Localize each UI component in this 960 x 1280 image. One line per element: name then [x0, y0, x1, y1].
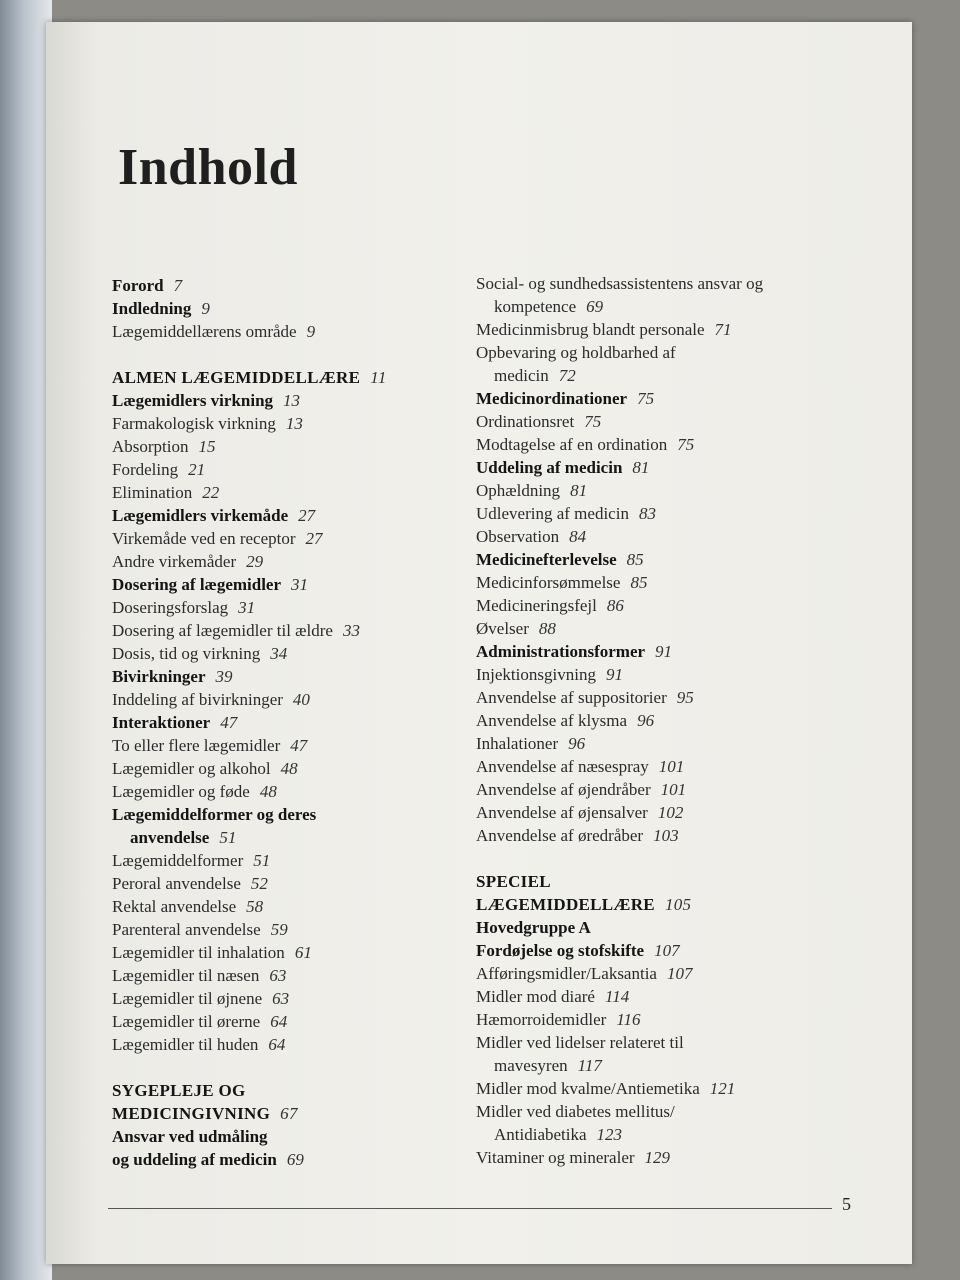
- toc-entry: [112, 665, 482, 688]
- toc-entry-title: Anvendelse af næsespray: [476, 757, 649, 776]
- toc-entry: [112, 389, 482, 412]
- toc-entry: [112, 1079, 482, 1102]
- toc-entry: [112, 458, 482, 481]
- toc-entry-page: 58: [246, 897, 264, 916]
- toc-entry: [476, 801, 876, 824]
- toc-entry-title: Forord: [112, 276, 164, 295]
- toc-entry: [476, 709, 876, 732]
- toc-entry-title: Midler ved diabetes mellitus/: [476, 1102, 675, 1121]
- toc-entry-title: anvendelse: [130, 828, 210, 847]
- toc-entry: [112, 504, 482, 527]
- toc-entry-title: Hovedgruppe A: [476, 918, 591, 937]
- toc-entry-page: 63: [269, 966, 287, 985]
- toc-entry-page: 15: [198, 437, 216, 456]
- toc-entry: [476, 341, 876, 364]
- book-spine: [0, 0, 52, 1280]
- toc-entry: [112, 573, 482, 596]
- toc-entry: [112, 527, 482, 550]
- toc-entry-title: Vitaminer og mineraler: [476, 1148, 635, 1167]
- toc-entry: [476, 1054, 876, 1077]
- toc-entry: [112, 412, 482, 435]
- toc-entry-title: Fordeling: [112, 460, 179, 479]
- toc-entry: [476, 318, 876, 341]
- toc-entry-title: Medicinordinationer: [476, 389, 628, 408]
- toc-entry: [112, 1148, 482, 1171]
- toc-entry-title: Anvendelse af suppositorier: [476, 688, 667, 707]
- toc-entry: [476, 893, 876, 916]
- toc-entry: [476, 387, 876, 410]
- toc-entry-page: 67: [280, 1104, 298, 1123]
- toc-entry-page: 47: [290, 736, 308, 755]
- toc-entry-title: Midler mod kvalme/Antiemetika: [476, 1079, 700, 1098]
- toc-entry-page: 29: [246, 552, 264, 571]
- toc-entry-title: Medicinmisbrug blandt personale: [476, 320, 705, 339]
- toc-entry: [476, 410, 876, 433]
- toc-entry-page: 96: [637, 711, 655, 730]
- toc-entry: [112, 734, 482, 757]
- toc-entry: [112, 964, 482, 987]
- toc-entry-page: 39: [215, 667, 233, 686]
- toc-entry-title: Øvelser: [476, 619, 529, 638]
- toc-entry: [476, 502, 876, 525]
- toc-entry: [112, 274, 482, 297]
- toc-entry: [112, 1010, 482, 1033]
- toc-entry-title: Medicinefterlevelse: [476, 550, 617, 569]
- toc-entry: [476, 525, 876, 548]
- toc-entry: [476, 548, 876, 571]
- toc-entry: [112, 803, 482, 826]
- toc-entry: [112, 757, 482, 780]
- toc-entry-title: Ordinationsret: [476, 412, 575, 431]
- toc-entry-page: 7: [173, 276, 183, 295]
- toc-entry: [476, 1146, 876, 1169]
- toc-entry: [476, 479, 876, 502]
- toc-entry: [112, 941, 482, 964]
- toc-entry: [112, 826, 482, 849]
- toc-entry-title: Lægemidler til øjnene: [112, 989, 263, 1008]
- toc-entry-page: 9: [306, 322, 316, 341]
- toc-entry-title: Inddeling af bivirkninger: [112, 690, 283, 709]
- toc-entry-title: Dosering af lægemidler: [112, 575, 282, 594]
- toc-entry: [476, 1077, 876, 1100]
- toc-entry: [112, 849, 482, 872]
- toc-entry-title: Dosis, tid og virkning: [112, 644, 261, 663]
- toc-entry-page: 71: [714, 320, 732, 339]
- toc-entry: [476, 617, 876, 640]
- toc-entry-page: 121: [709, 1079, 736, 1098]
- toc-entry-page: 114: [604, 987, 630, 1006]
- toc-entry-page: 27: [298, 506, 316, 525]
- toc-entry-title: Lægemidler til næsen: [112, 966, 260, 985]
- toc-entry-title: MEDICINGIVNING: [112, 1104, 271, 1123]
- toc-entry-title: Lægemidlers virkning: [112, 391, 274, 410]
- toc-entry: [112, 619, 482, 642]
- toc-entry-page: 31: [291, 575, 309, 594]
- toc-left-column: [112, 274, 482, 1171]
- toc-entry-title: Observation: [476, 527, 560, 546]
- toc-entry-title: Lægemiddelformer: [112, 851, 244, 870]
- toc-entry-title: Modtagelse af en ordination: [476, 435, 668, 454]
- toc-entry-title: Ansvar ved udmåling: [112, 1127, 268, 1146]
- toc-entry: [112, 688, 482, 711]
- toc-entry-page: 85: [630, 573, 648, 592]
- toc-entry: [476, 272, 876, 295]
- toc-entry-title: LÆGEMIDDELLÆRE: [476, 895, 655, 914]
- toc-entry-title: Dosering af lægemidler til ældre: [112, 621, 333, 640]
- toc-entry-title: Lægemidler til ørerne: [112, 1012, 261, 1031]
- toc-entry: [112, 1125, 482, 1148]
- toc-entry-page: 75: [637, 389, 655, 408]
- toc-right-column: [476, 272, 876, 1169]
- toc-entry: [112, 987, 482, 1010]
- toc-entry: [112, 1102, 482, 1125]
- toc-entry-title: Midler mod diaré: [476, 987, 595, 1006]
- toc-entry-page: 116: [616, 1010, 641, 1029]
- toc-entry: [112, 895, 482, 918]
- toc-entry-title: Virkemåde ved en receptor: [112, 529, 296, 548]
- toc-entry-page: 91: [605, 665, 623, 684]
- toc-entry-title: Social- og sundhedsassistentens ansvar og: [476, 274, 764, 293]
- toc-entry: [476, 985, 876, 1008]
- toc-entry-title: Antidiabetika: [494, 1125, 587, 1144]
- toc-entry: [112, 596, 482, 619]
- footer-rule: [108, 1208, 832, 1209]
- page-title: Indhold: [118, 139, 298, 196]
- toc-entry-title: Midler ved lidelser relateret til: [476, 1033, 684, 1052]
- toc-entry-title: Absorption: [112, 437, 189, 456]
- toc-entry-title: Anvendelse af klysma: [476, 711, 628, 730]
- toc-entry-page: 83: [638, 504, 656, 523]
- toc-entry-title: Afføringsmidler/Laksantia: [476, 964, 657, 983]
- toc-entry: [476, 962, 876, 985]
- toc-entry-page: 107: [666, 964, 693, 983]
- toc-entry-title: Doseringsforslag: [112, 598, 229, 617]
- toc-entry-page: 48: [259, 782, 277, 801]
- toc-entry-page: 13: [285, 414, 303, 433]
- toc-entry-title: Anvendelse af øjendråber: [476, 780, 651, 799]
- toc-entry: [476, 732, 876, 755]
- toc-entry-title: SYGEPLEJE OG: [112, 1081, 246, 1100]
- toc-entry: [476, 594, 876, 617]
- toc-entry-page: 40: [292, 690, 310, 709]
- toc-entry-title: Medicineringsfejl: [476, 596, 597, 615]
- toc-entry-page: 11: [370, 368, 387, 387]
- toc-entry-page: 86: [606, 596, 624, 615]
- toc-entry-title: Hæmorroidemidler: [476, 1010, 607, 1029]
- toc-entry-page: 64: [270, 1012, 288, 1031]
- toc-entry-page: 81: [570, 481, 588, 500]
- toc-entry-title: Ophældning: [476, 481, 561, 500]
- toc-entry-page: 85: [626, 550, 644, 569]
- toc-entry-title: Lægemidler til huden: [112, 1035, 259, 1054]
- toc-entry-title: Inhalationer: [476, 734, 559, 753]
- toc-entry-title: Rektal anvendelse: [112, 897, 237, 916]
- toc-entry-title: ALMEN LÆGEMIDDELLÆRE: [112, 368, 361, 387]
- toc-entry: [476, 295, 876, 318]
- toc-entry-page: 101: [658, 757, 685, 776]
- toc-entry-title: To eller flere lægemidler: [112, 736, 281, 755]
- page-number: 5: [842, 1194, 851, 1214]
- toc-entry: [112, 481, 482, 504]
- toc-entry-title: Indledning: [112, 299, 192, 318]
- toc-entry: [476, 824, 876, 847]
- book-page: [46, 22, 912, 1264]
- toc-entry-page: 9: [201, 299, 210, 318]
- toc-entry: [476, 939, 876, 962]
- toc-entry-page: 103: [653, 826, 679, 845]
- toc-entry: [476, 686, 876, 709]
- toc-entry: [476, 364, 876, 387]
- toc-entry-title: Udlevering af medicin: [476, 504, 629, 523]
- toc-entry: [112, 872, 482, 895]
- toc-entry: [112, 642, 482, 665]
- toc-entry-page: 61: [294, 943, 312, 962]
- toc-entry: [476, 778, 876, 801]
- toc-entry-title: medicin: [494, 366, 549, 385]
- toc-entry-title: Opbevaring og holdbarhed af: [476, 343, 676, 362]
- toc-entry-title: Anvendelse af øredråber: [476, 826, 644, 845]
- toc-entry-page: 48: [280, 759, 298, 778]
- toc-entry-page: 31: [238, 598, 256, 617]
- toc-entry-page: 123: [596, 1125, 623, 1144]
- toc-entry: [476, 1008, 876, 1031]
- toc-entry: [476, 663, 876, 686]
- toc-entry-title: Interaktioner: [112, 713, 211, 732]
- toc-entry: [476, 640, 876, 663]
- toc-entry-title: Lægemiddellærens område: [112, 322, 297, 341]
- toc-entry-page: 69: [586, 297, 604, 316]
- toc-entry-page: 96: [568, 734, 586, 753]
- toc-entry-title: Lægemidler til inhalation: [112, 943, 285, 962]
- toc-entry-page: 27: [305, 529, 323, 548]
- toc-entry: [476, 456, 876, 479]
- toc-entry-title: Parenteral anvendelse: [112, 920, 261, 939]
- toc-entry-page: 51: [219, 828, 237, 847]
- toc-entry-title: Peroral anvendelse: [112, 874, 241, 893]
- toc-entry-title: Lægemiddelformer og deres: [112, 805, 317, 824]
- toc-entry-page: 72: [558, 366, 576, 385]
- toc-entry: [476, 1123, 876, 1146]
- toc-entry-page: 95: [676, 688, 694, 707]
- toc-entry: [112, 435, 482, 458]
- toc-entry-page: 84: [569, 527, 587, 546]
- toc-entry-title: Anvendelse af øjensalver: [476, 803, 648, 822]
- toc-entry-page: 52: [250, 874, 268, 893]
- toc-entry-title: Lægemidler og føde: [112, 782, 250, 801]
- toc-entry-page: 129: [644, 1148, 671, 1167]
- toc-entry-title: Lægemidler og alkohol: [112, 759, 271, 778]
- toc-entry-title: Elimination: [112, 483, 193, 502]
- toc-entry-title: Farmakologisk virkning: [112, 414, 276, 433]
- toc-entry: [112, 780, 482, 803]
- toc-entry-page: 47: [220, 713, 238, 732]
- toc-entry: [112, 320, 482, 343]
- toc-entry-page: 105: [664, 895, 692, 914]
- toc-entry-page: 102: [657, 803, 684, 822]
- toc-entry-page: 75: [677, 435, 695, 454]
- toc-entry-title: Bivirkninger: [112, 667, 206, 686]
- toc-entry: [112, 550, 482, 573]
- toc-entry: [476, 916, 876, 939]
- toc-entry-page: 75: [584, 412, 602, 431]
- toc-entry: [112, 366, 482, 389]
- toc-entry-page: 69: [286, 1150, 304, 1169]
- toc-entry: [476, 433, 876, 456]
- toc-entry-title: kompetence: [494, 297, 577, 316]
- toc-entry-title: Medicinforsømmelse: [476, 573, 621, 592]
- toc-entry-title: Uddeling af medicin: [476, 458, 623, 477]
- toc-entry-page: 107: [654, 941, 680, 960]
- toc-entry-page: 33: [342, 621, 360, 640]
- toc-entry: [112, 1033, 482, 1056]
- toc-entry-page: 88: [538, 619, 556, 638]
- toc-entry: [476, 571, 876, 594]
- toc-entry-page: 101: [660, 780, 687, 799]
- toc-entry-page: 22: [202, 483, 220, 502]
- toc-entry-title: SPECIEL: [476, 872, 551, 891]
- toc-entry: [476, 1031, 876, 1054]
- toc-entry: [112, 711, 482, 734]
- toc-entry-title: Administrationsformer: [476, 642, 646, 661]
- toc-entry-title: mavesyren: [494, 1056, 568, 1075]
- toc-entry-page: 51: [253, 851, 271, 870]
- toc-entry: [476, 1100, 876, 1123]
- toc-entry-page: 63: [272, 989, 290, 1008]
- toc-entry-page: 59: [270, 920, 288, 939]
- toc-entry: [112, 918, 482, 941]
- toc-entry-title: og uddeling af medicin: [112, 1150, 277, 1169]
- toc-entry-page: 117: [577, 1056, 602, 1075]
- toc-entry-page: 21: [188, 460, 206, 479]
- toc-entry-title: Fordøjelse og stofskifte: [476, 941, 645, 960]
- toc-entry: [476, 755, 876, 778]
- toc-entry-page: 64: [268, 1035, 286, 1054]
- toc-entry-title: Injektionsgivning: [476, 665, 596, 684]
- toc-entry-title: Lægemidlers virkemåde: [112, 506, 289, 525]
- toc-entry-page: 34: [270, 644, 288, 663]
- toc-entry-page: 13: [283, 391, 301, 410]
- toc-entry-page: 81: [632, 458, 650, 477]
- toc-entry-page: 91: [655, 642, 673, 661]
- toc-entry: [112, 297, 482, 320]
- toc-entry-title: Andre virkemåder: [112, 552, 237, 571]
- toc-entry: [476, 870, 876, 893]
